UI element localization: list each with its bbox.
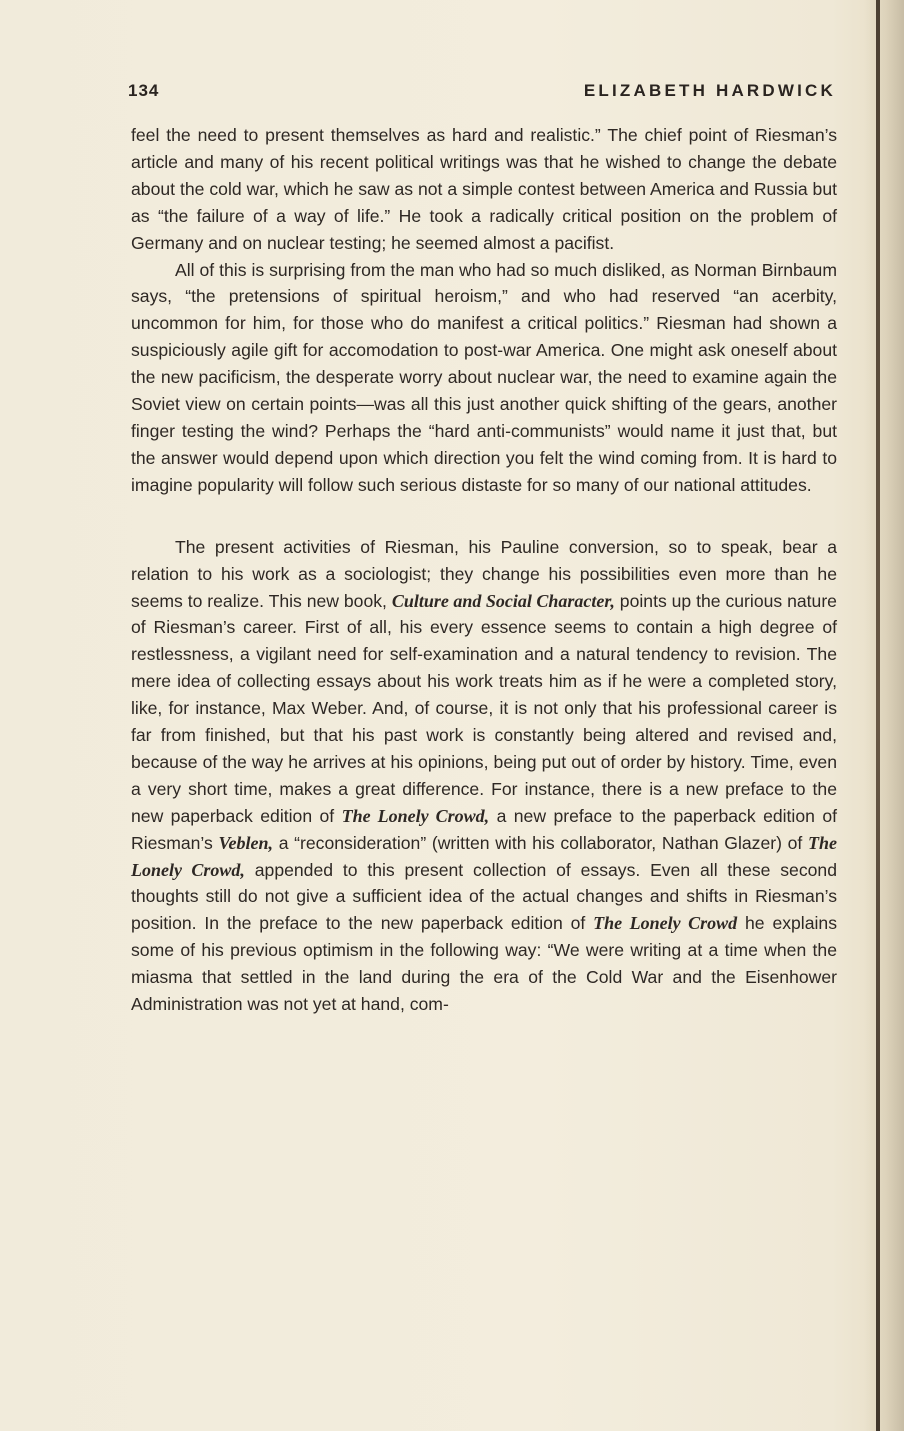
paragraph-2: All of this is surprising from the man who had so much disliked, as Norman Birnbaum says, “the pretensions of spiritual heroism,” and who had reserved “an acerbity, uncommon for him, for those who do manifest a critical politics.” Riesman had shown a suspiciously agile gift for accomodation to post-war America. One might ask oneself about the new pacificism, the desperate worry about nuclear war, the need to examine again the Soviet view on certain points—was all this just another quick shifting of the gears, another finger testing the wind? Perhaps the “hard anti-communists” would name it just that, but the answer would depend upon which direction you felt the wind coming from. It is hard to imagine popularity will follow such serious distaste for so many of our national attitudes.	[131, 259, 837, 495]
paragraph-3-text-d: a “reconsideration” (written with his collaborator, Nathan Glazer) of	[273, 832, 808, 853]
paragraph-3-text-f: he explains some of his previous optimism in the following way: “We were writing at a time when the miasma that settled in the land during the era of the Cold War and the Eisenhower Administration was not yet at hand, com-	[131, 913, 837, 1015]
body-text	[131, 122, 837, 1018]
book-title-culture-and-social-character: Culture and Social Character,	[391, 590, 615, 611]
running-head: ELIZABETH HARDWICK	[583, 81, 836, 100]
page-edge-shadow	[864, 0, 904, 1431]
book-title-lonely-crowd: The Lonely Crowd	[593, 913, 738, 934]
book-title-veblen: Veblen,	[218, 832, 274, 853]
paragraph-3-text-c: a new preface to the paperback edition of Riesman’s	[131, 805, 837, 853]
section-break	[131, 499, 837, 534]
paragraph-3	[131, 534, 837, 1018]
binding-edge	[876, 0, 880, 1431]
paragraph-1: feel the need to present themselves as hard and realistic.” The chief point of Riesman’s article and many of his recent political writings was that he wished to change the debate about the cold war, which he saw as not a simple contest between America and Russia but as “the failure of a way of life.” He took a radically critical position on the problem of Germany and on nuclear testing; he seemed almost a pacifist.	[131, 125, 837, 253]
page-number: 134	[128, 81, 160, 100]
book-title-lonely-crowd: The Lonely Crowd,	[341, 805, 490, 826]
paragraph-3-text-e: appended to this present collection of essays. Even all these second thoughts still do not give a sufficient idea of the actual changes and shifts in Riesman’s position. In the preface to the new paperback edition of	[131, 859, 837, 934]
book-title-lonely-crowd: The Lonely Crowd,	[131, 832, 837, 880]
paragraph-3-text-a: The present activities of Riesman, his Pauline conversion, so to speak, bear a relation to his work as a sociologist; they change his possibilities even more than he seems to realize. This new book,	[131, 536, 837, 611]
page-header	[128, 81, 836, 105]
paragraph-3-text-b: points up the curious nature of Riesman’s career. First of all, his every essence seems to contain a high degree of restlessness, a vigilant need for self-examination and a natural tendency to revision. The mere idea of collecting essays about his work treats him as if he were a completed story, like, for instance, Max Weber. And, of course, it is not only that his professional career is far from finished, but that his past work is constantly being altered and revised and, because of the way he arrives at his opinions, being put out of order by history. Time, even a very short time, makes a great difference. For instance, there is a new preface to the new paperback edition of	[131, 590, 837, 826]
